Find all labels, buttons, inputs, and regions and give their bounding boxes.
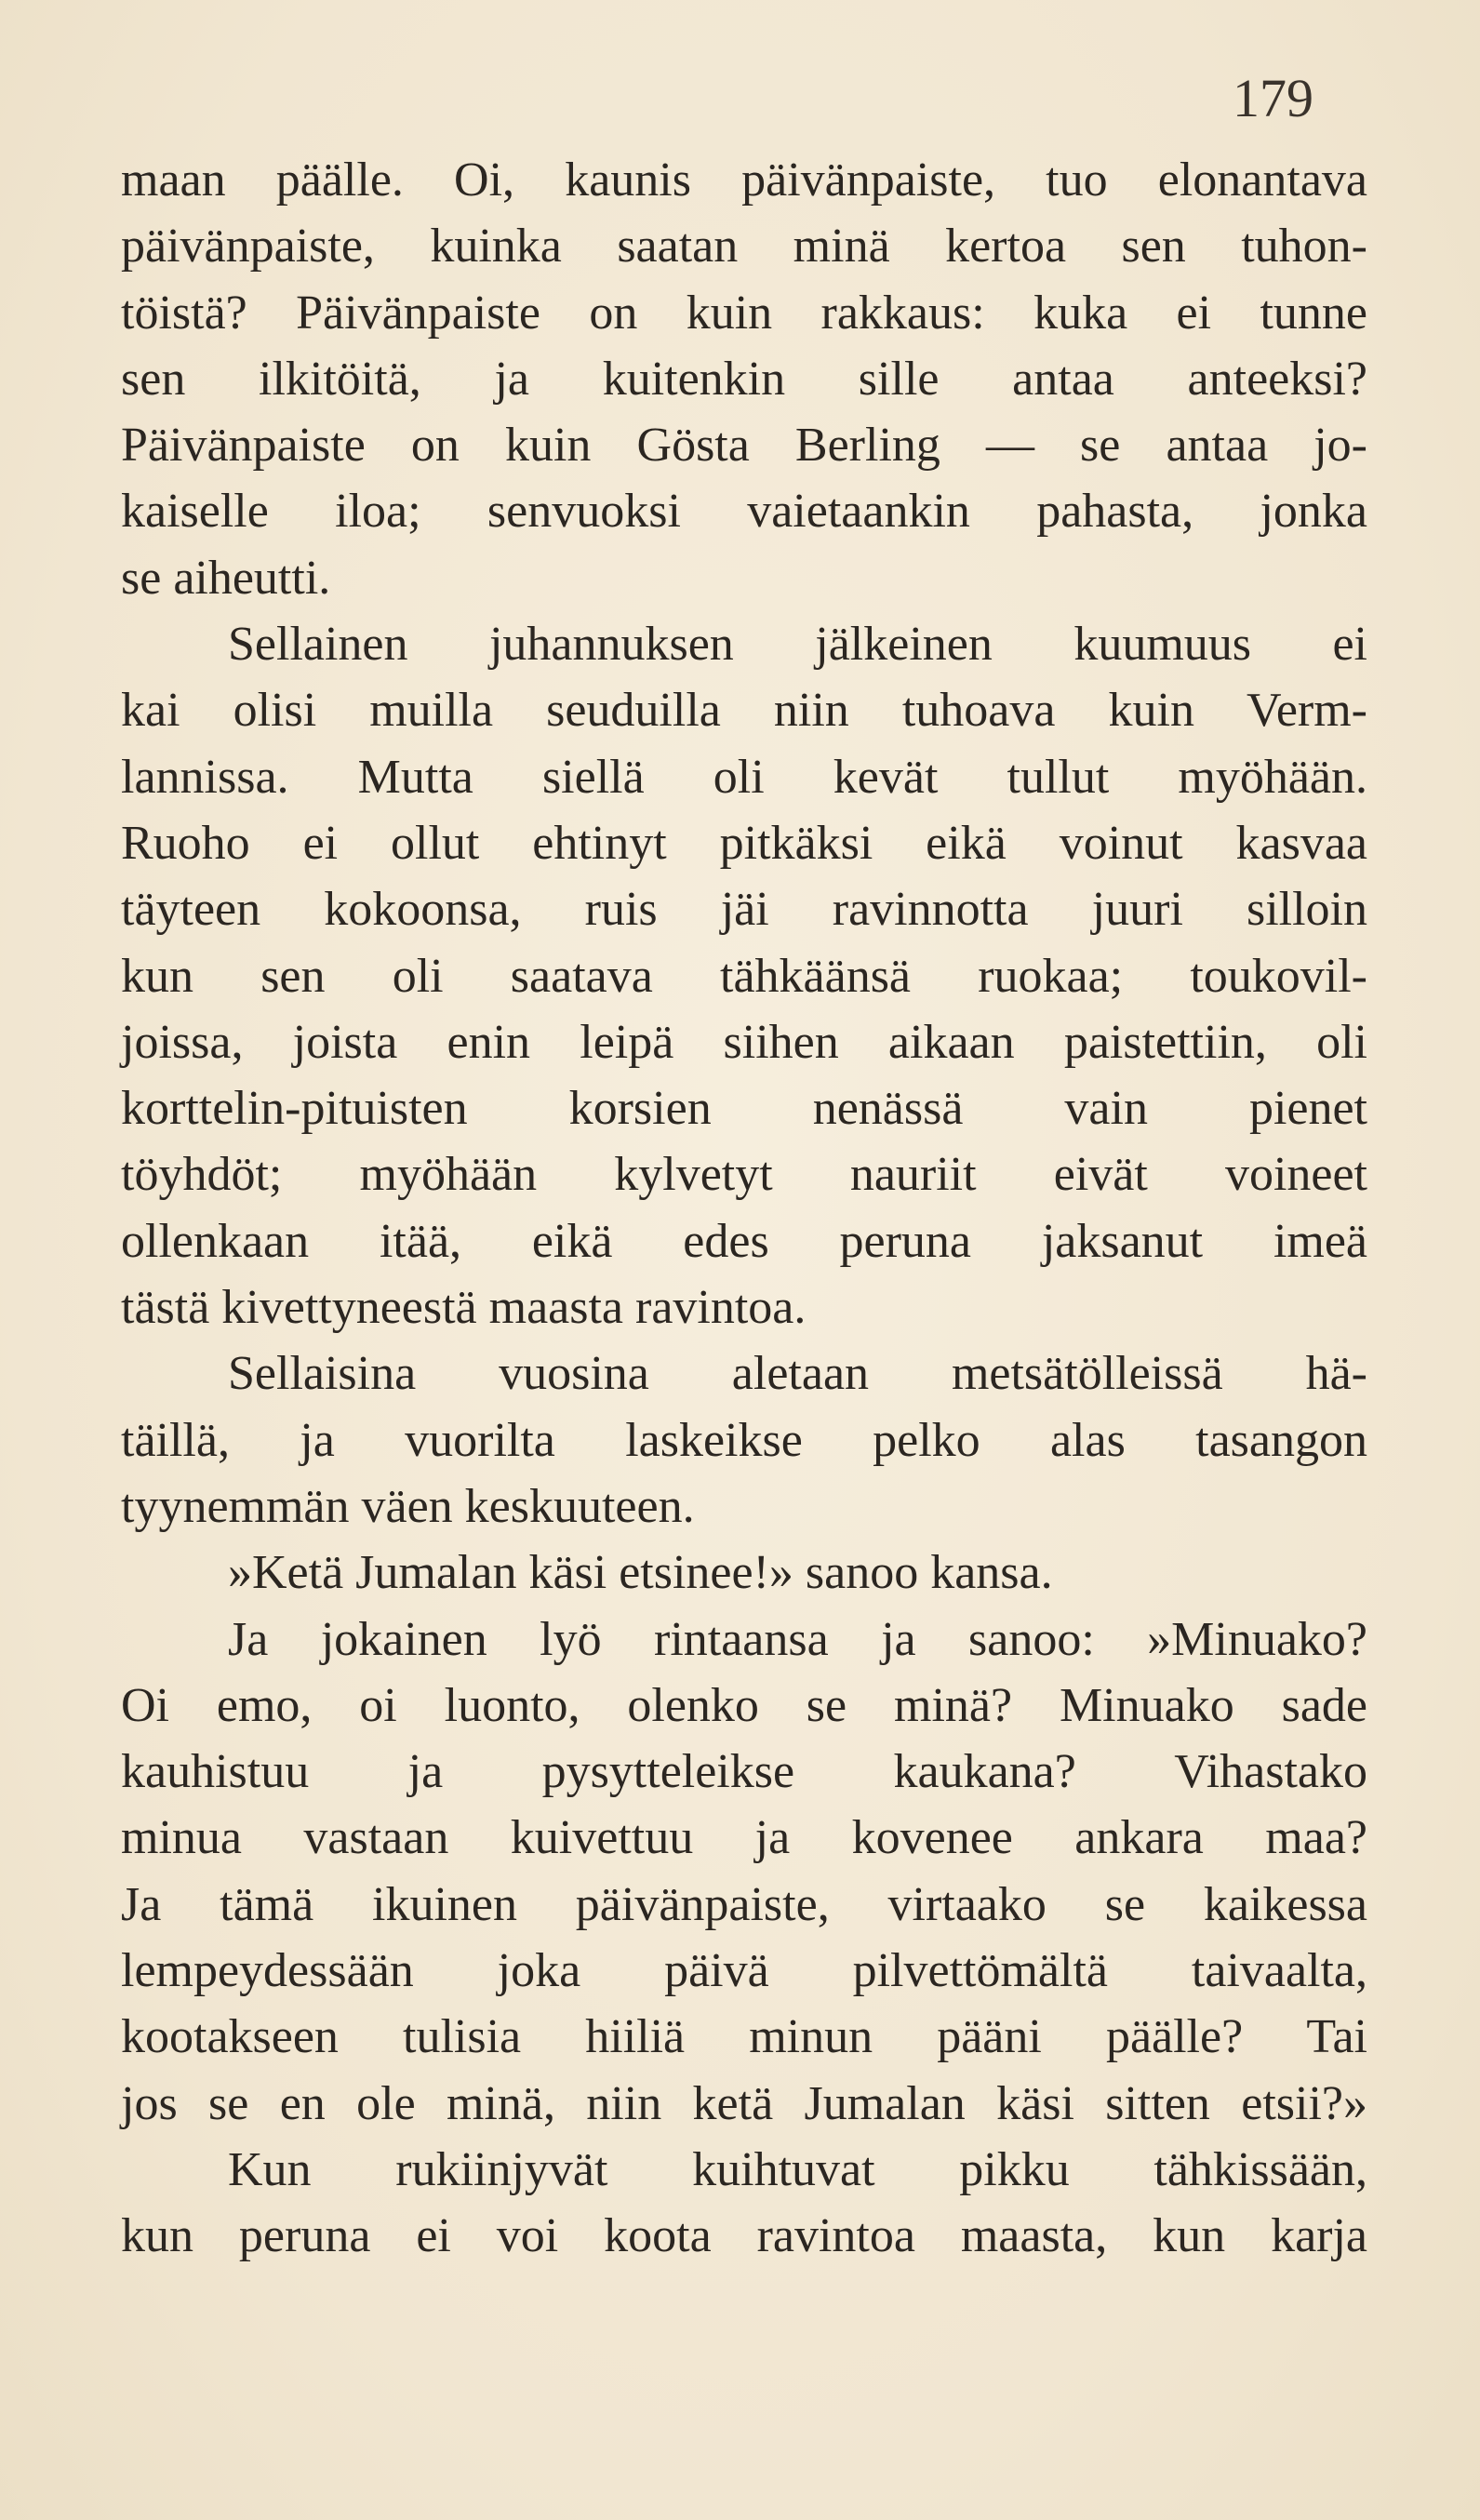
body-text [121, 147, 1367, 2270]
text-line: tästä kivettyneestä maasta ravintoa. [121, 1281, 807, 1335]
text-line: kun peruna ei voi koota ravintoa maasta, kun karja [121, 2209, 1367, 2263]
text-line: töistä? Päivänpaiste on kuin rakkaus: kuka ei tunne [121, 286, 1367, 340]
text-line: töyhdöt; myöhään kylvetyt nauriit eivät voineet [121, 1148, 1367, 1202]
text-line: Sellainen juhannuksen jälkeinen kuumuus ei [228, 618, 1367, 672]
text-line: Sellaisina vuosina aletaan metsätölleissä hä- [228, 1347, 1367, 1401]
text-line: Ja tämä ikuinen päivänpaiste, virtaako se kaikessa [121, 1877, 1367, 1931]
page-number: 179 [1233, 68, 1313, 128]
text-line: lempeydessään joka päivä pilvettömältä taivaalta, [121, 1944, 1367, 1998]
text-line: joissa, joista enin leipä siihen aikaan paistettiin, oli [121, 1015, 1367, 1069]
text-line: Ruoho ei ollut ehtinyt pitkäksi eikä voinut kasvaa [121, 816, 1367, 870]
text-line: maan päälle. Oi, kaunis päivänpaiste, tuo elonantava [121, 153, 1367, 207]
text-line: täillä, ja vuorilta laskeikse pelko alas tasangon [121, 1413, 1367, 1467]
text-line: täyteen kokoonsa, ruis jäi ravinnotta juuri silloin [121, 883, 1367, 937]
text-line: minua vastaan kuivettuu ja kovenee ankara maa? [121, 1811, 1367, 1865]
text-line: Kun rukiinjyvät kuihtuvat pikku tähkissään, [228, 2142, 1367, 2196]
text-line: tyynemmän väen keskuuteen. [121, 1479, 695, 1533]
text-line: korttelin-pituisten korsien nenässä vain pienet [121, 1082, 1367, 1136]
text-line: jos se en ole minä, niin ketä Jumalan käsi sitten etsii?» [121, 2076, 1367, 2130]
text-line: lannissa. Mutta siellä oli kevät tullut myöhään. [121, 750, 1367, 804]
text-line: Ja jokainen lyö rintaansa ja sanoo: »Minuako? [228, 1612, 1367, 1666]
text-line: sen ilkitöitä, ja kuitenkin sille antaa anteeksi? [121, 352, 1367, 406]
text-line: ollenkaan itää, eikä edes peruna jaksanut imeä [121, 1214, 1367, 1268]
text-line: »Ketä Jumalan käsi etsinee!» sanoo kansa. [228, 1546, 1053, 1600]
text-line: kai olisi muilla seuduilla niin tuhoava kuin Verm- [121, 684, 1367, 738]
text-line: kaiselle iloa; senvuoksi vaietaankin pahasta, jonka [121, 485, 1367, 539]
text-line: kootakseen tulisia hiiliä minun pääni päälle? Tai [121, 2010, 1367, 2064]
text-line: kauhistuu ja pysytteleikse kaukana? Vihastako [121, 1745, 1367, 1799]
text-line: kun sen oli saatava tähkäänsä ruokaa; toukovil- [121, 949, 1367, 1003]
text-line: päivänpaiste, kuinka saatan minä kertoa sen tuhon- [121, 220, 1367, 273]
text-line: Päivänpaiste on kuin Gösta Berling — se antaa jo- [121, 419, 1367, 473]
text-line: se aiheutti. [121, 551, 331, 605]
text-line: Oi emo, oi luonto, olenko se minä? Minuako sade [121, 1678, 1367, 1732]
